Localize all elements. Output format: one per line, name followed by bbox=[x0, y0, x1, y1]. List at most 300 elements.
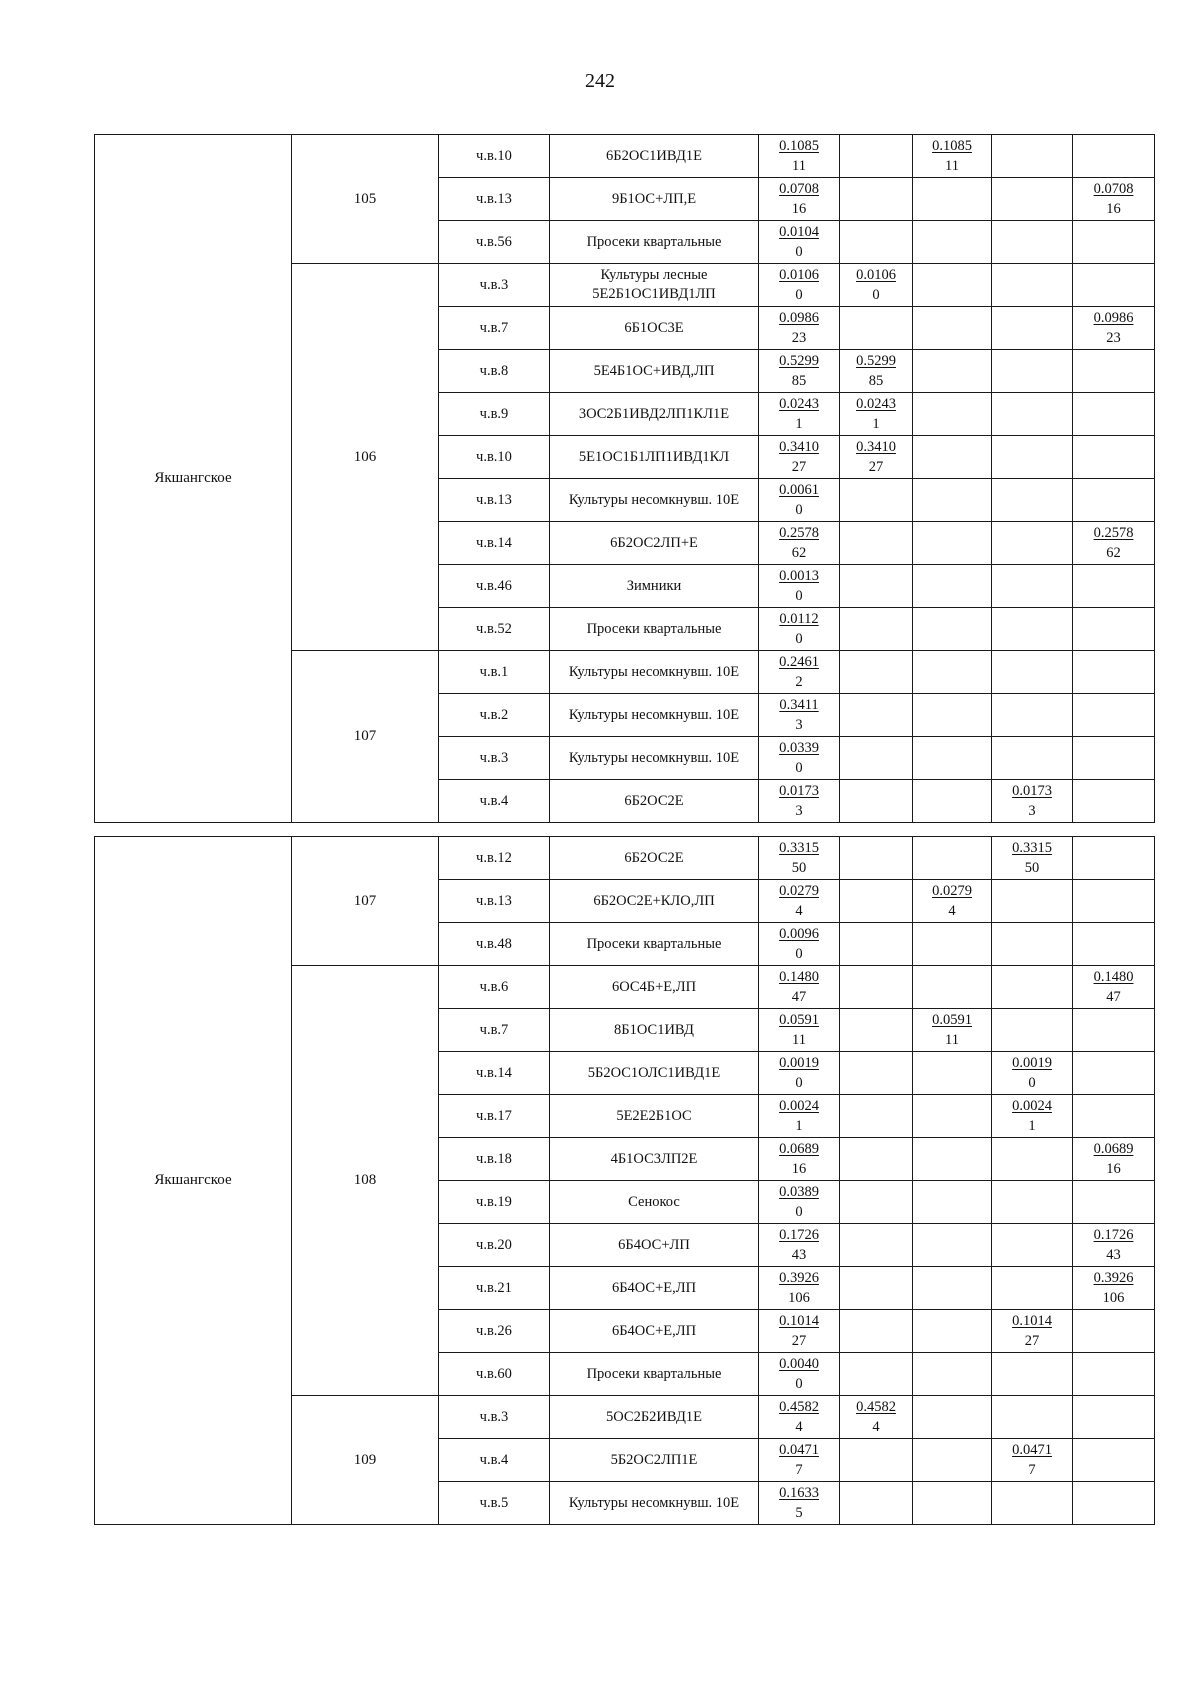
area-volume-value bbox=[1012, 1311, 1052, 1351]
area-volume-value bbox=[856, 351, 896, 391]
area-volume-value bbox=[779, 1397, 819, 1437]
category-cell-2 bbox=[913, 350, 992, 393]
total-cell bbox=[759, 1224, 840, 1267]
category-cell-4 bbox=[1073, 780, 1155, 823]
category-cell-3 bbox=[992, 780, 1073, 823]
area-volume-value bbox=[779, 1483, 819, 1523]
vydel-cell: ч.в.21 bbox=[439, 1267, 550, 1310]
area-value: 0.4582 bbox=[779, 1399, 819, 1415]
area-volume-value bbox=[856, 265, 896, 305]
category-cell-2 bbox=[913, 522, 992, 565]
volume-value: 0 bbox=[872, 287, 880, 303]
area-volume-value bbox=[779, 1268, 819, 1308]
total-cell bbox=[759, 565, 840, 608]
volume-value: 47 bbox=[791, 989, 807, 1005]
category-cell-2 bbox=[913, 1224, 992, 1267]
vydel-cell: ч.в.13 bbox=[439, 479, 550, 522]
composition-cell: 6Б2ОС2Е+КЛО,ЛП bbox=[550, 880, 759, 923]
category-cell-1 bbox=[840, 565, 913, 608]
area-volume-value bbox=[1094, 308, 1134, 348]
category-cell-4 bbox=[1073, 350, 1155, 393]
category-cell-4 bbox=[1073, 966, 1155, 1009]
category-cell-3 bbox=[992, 565, 1073, 608]
volume-value: 0 bbox=[795, 631, 803, 647]
area-volume-value bbox=[1012, 1440, 1052, 1480]
volume-value: 1 bbox=[795, 416, 803, 432]
vydel-cell: ч.в.46 bbox=[439, 565, 550, 608]
quarter-number-cell: 106 bbox=[292, 264, 439, 651]
area-volume-value bbox=[779, 1354, 819, 1394]
area-volume-value bbox=[779, 738, 819, 778]
category-cell-2 bbox=[913, 737, 992, 780]
total-cell bbox=[759, 1310, 840, 1353]
volume-value: 4 bbox=[795, 903, 803, 919]
category-cell-1 bbox=[840, 966, 913, 1009]
category-cell-3 bbox=[992, 837, 1073, 880]
category-cell-2 bbox=[913, 608, 992, 651]
total-cell bbox=[759, 1267, 840, 1310]
composition-cell: Культуры несомкнувш. 10Е bbox=[550, 694, 759, 737]
volume-value: 11 bbox=[792, 158, 806, 174]
composition-cell: Зимники bbox=[550, 565, 759, 608]
total-cell bbox=[759, 1439, 840, 1482]
area-value: 0.0243 bbox=[779, 396, 819, 412]
area-volume-value bbox=[1094, 967, 1134, 1007]
area-volume-value bbox=[779, 1053, 819, 1093]
area-value: 0.0471 bbox=[779, 1442, 819, 1458]
vydel-cell: ч.в.4 bbox=[439, 1439, 550, 1482]
category-cell-3 bbox=[992, 1396, 1073, 1439]
category-cell-4 bbox=[1073, 1009, 1155, 1052]
area-value: 0.0106 bbox=[779, 267, 819, 283]
category-cell-4 bbox=[1073, 1310, 1155, 1353]
category-cell-1 bbox=[840, 1009, 913, 1052]
area-value: 0.0013 bbox=[779, 568, 819, 584]
area-volume-value bbox=[1094, 1225, 1134, 1265]
area-value: 0.0061 bbox=[779, 482, 819, 498]
vydel-cell: ч.в.12 bbox=[439, 837, 550, 880]
area-value: 0.0173 bbox=[1012, 783, 1052, 799]
volume-value: 62 bbox=[791, 545, 807, 561]
volume-value: 4 bbox=[872, 1419, 880, 1435]
area-volume-value bbox=[779, 394, 819, 434]
composition-cell: 6Б1ОС3Е bbox=[550, 307, 759, 350]
category-cell-3 bbox=[992, 1138, 1073, 1181]
category-cell-1 bbox=[840, 1095, 913, 1138]
total-cell bbox=[759, 923, 840, 966]
category-cell-2 bbox=[913, 780, 992, 823]
category-cell-4 bbox=[1073, 1224, 1155, 1267]
category-cell-1 bbox=[840, 608, 913, 651]
category-cell-1 bbox=[840, 780, 913, 823]
total-cell bbox=[759, 966, 840, 1009]
composition-cell: Культуры лесные 5Е2Б1ОС1ИВД1ЛП bbox=[550, 264, 759, 307]
area-volume-value bbox=[779, 652, 819, 692]
category-cell-4 bbox=[1073, 307, 1155, 350]
total-cell bbox=[759, 651, 840, 694]
category-cell-3 bbox=[992, 1224, 1073, 1267]
vydel-cell: ч.в.14 bbox=[439, 522, 550, 565]
area-volume-value bbox=[1012, 838, 1052, 878]
category-cell-2 bbox=[913, 651, 992, 694]
category-cell-3 bbox=[992, 1310, 1073, 1353]
category-cell-4 bbox=[1073, 1482, 1155, 1525]
area-volume-value bbox=[779, 523, 819, 563]
area-value: 0.0591 bbox=[932, 1012, 972, 1028]
composition-cell: 5ОС2Б2ИВД1Е bbox=[550, 1396, 759, 1439]
area-value: 0.0986 bbox=[1093, 310, 1134, 326]
category-cell-4 bbox=[1073, 1396, 1155, 1439]
vydel-cell: ч.в.8 bbox=[439, 350, 550, 393]
vydel-cell: ч.в.1 bbox=[439, 651, 550, 694]
vydel-cell: ч.в.6 bbox=[439, 966, 550, 1009]
volume-value: 7 bbox=[1028, 1462, 1036, 1478]
area-volume-value bbox=[779, 1139, 819, 1179]
area-value: 0.0339 bbox=[779, 740, 819, 756]
volume-value: 27 bbox=[791, 459, 807, 475]
volume-value: 16 bbox=[791, 1161, 807, 1177]
category-cell-4 bbox=[1073, 608, 1155, 651]
category-cell-3 bbox=[992, 178, 1073, 221]
area-value: 0.4582 bbox=[856, 1399, 896, 1415]
category-cell-1 bbox=[840, 1439, 913, 1482]
area-value: 0.1480 bbox=[1093, 969, 1134, 985]
category-cell-2 bbox=[913, 966, 992, 1009]
category-cell-4 bbox=[1073, 1052, 1155, 1095]
category-cell-3 bbox=[992, 1181, 1073, 1224]
volume-value: 11 bbox=[945, 1032, 959, 1048]
volume-value: 7 bbox=[795, 1462, 803, 1478]
area-value: 0.5299 bbox=[779, 353, 819, 369]
total-cell bbox=[759, 880, 840, 923]
area-value: 0.0019 bbox=[1012, 1055, 1052, 1071]
category-cell-4 bbox=[1073, 264, 1155, 307]
category-cell-1 bbox=[840, 1482, 913, 1525]
volume-value: 2 bbox=[795, 674, 803, 690]
category-cell-3 bbox=[992, 1439, 1073, 1482]
category-cell-3 bbox=[992, 393, 1073, 436]
area-volume-value bbox=[779, 222, 819, 262]
volume-value: 0 bbox=[795, 1376, 803, 1392]
forestry-name-cell: Якшангское bbox=[95, 837, 292, 1525]
category-cell-2 bbox=[913, 1482, 992, 1525]
vydel-cell: ч.в.26 bbox=[439, 1310, 550, 1353]
quarter-number-cell: 109 bbox=[292, 1396, 439, 1525]
category-cell-4 bbox=[1073, 393, 1155, 436]
volume-value: 16 bbox=[1106, 201, 1121, 217]
volume-value: 1 bbox=[872, 416, 880, 432]
category-cell-1 bbox=[840, 737, 913, 780]
volume-value: 0 bbox=[795, 588, 803, 604]
area-value: 0.0104 bbox=[779, 224, 819, 240]
vydel-cell: ч.в.5 bbox=[439, 1482, 550, 1525]
area-volume-value bbox=[779, 351, 819, 391]
total-cell bbox=[759, 780, 840, 823]
area-volume-value bbox=[779, 437, 819, 477]
table-row bbox=[95, 135, 1155, 178]
vydel-cell: ч.в.4 bbox=[439, 780, 550, 823]
volume-value: 0 bbox=[795, 502, 803, 518]
category-cell-4 bbox=[1073, 565, 1155, 608]
volume-value: 4 bbox=[948, 903, 956, 919]
category-cell-2 bbox=[913, 1396, 992, 1439]
area-volume-value bbox=[779, 881, 819, 921]
vydel-cell: ч.в.3 bbox=[439, 737, 550, 780]
area-value: 0.0019 bbox=[779, 1055, 819, 1071]
category-cell-3 bbox=[992, 737, 1073, 780]
composition-cell: Культуры несомкнувш. 10Е bbox=[550, 737, 759, 780]
forest-table-lower bbox=[94, 836, 1155, 1525]
composition-cell: Культуры несомкнувш. 10Е bbox=[550, 479, 759, 522]
volume-value: 62 bbox=[1106, 545, 1121, 561]
composition-cell: 6Б2ОС2Е bbox=[550, 837, 759, 880]
area-volume-value bbox=[1094, 1268, 1134, 1308]
composition-cell: Просеки квартальные bbox=[550, 608, 759, 651]
area-volume-value bbox=[779, 1225, 819, 1265]
total-cell bbox=[759, 837, 840, 880]
category-cell-2 bbox=[913, 1310, 992, 1353]
total-cell bbox=[759, 221, 840, 264]
vydel-cell: ч.в.3 bbox=[439, 264, 550, 307]
area-value: 0.2461 bbox=[779, 654, 819, 670]
composition-cell: 9Б1ОС+ЛП,Е bbox=[550, 178, 759, 221]
category-cell-3 bbox=[992, 479, 1073, 522]
area-volume-value bbox=[856, 437, 896, 477]
vydel-cell: ч.в.10 bbox=[439, 436, 550, 479]
area-value: 0.0173 bbox=[779, 783, 819, 799]
category-cell-1 bbox=[840, 837, 913, 880]
volume-value: 47 bbox=[1106, 989, 1121, 1005]
volume-value: 11 bbox=[945, 158, 959, 174]
area-volume-value bbox=[779, 1096, 819, 1136]
category-cell-1 bbox=[840, 135, 913, 178]
volume-value: 5 bbox=[795, 1505, 803, 1521]
area-value: 0.0024 bbox=[779, 1098, 819, 1114]
category-cell-1 bbox=[840, 522, 913, 565]
composition-cell: Просеки квартальные bbox=[550, 1353, 759, 1396]
composition-cell: Просеки квартальные bbox=[550, 221, 759, 264]
area-value: 0.0024 bbox=[1012, 1098, 1052, 1114]
area-value: 0.1014 bbox=[1012, 1313, 1052, 1329]
category-cell-2 bbox=[913, 1052, 992, 1095]
vydel-cell: ч.в.10 bbox=[439, 135, 550, 178]
volume-value: 27 bbox=[868, 459, 884, 475]
volume-value: 11 bbox=[792, 1032, 806, 1048]
category-cell-4 bbox=[1073, 1267, 1155, 1310]
total-cell bbox=[759, 1052, 840, 1095]
total-cell bbox=[759, 350, 840, 393]
vydel-cell: ч.в.7 bbox=[439, 307, 550, 350]
area-volume-value bbox=[779, 695, 818, 735]
category-cell-4 bbox=[1073, 837, 1155, 880]
area-volume-value bbox=[779, 480, 819, 520]
vydel-cell: ч.в.9 bbox=[439, 393, 550, 436]
category-cell-4 bbox=[1073, 737, 1155, 780]
category-cell-1 bbox=[840, 1310, 913, 1353]
category-cell-2 bbox=[913, 436, 992, 479]
total-cell bbox=[759, 393, 840, 436]
vydel-cell: ч.в.13 bbox=[439, 880, 550, 923]
area-value: 0.0708 bbox=[779, 181, 819, 197]
category-cell-2 bbox=[913, 479, 992, 522]
area-value: 0.0279 bbox=[932, 883, 972, 899]
volume-value: 3 bbox=[795, 803, 803, 819]
volume-value: 23 bbox=[1106, 330, 1121, 346]
composition-cell: 5Е1ОС1Б1ЛП1ИВД1КЛ bbox=[550, 436, 759, 479]
category-cell-3 bbox=[992, 1353, 1073, 1396]
category-cell-2 bbox=[913, 565, 992, 608]
composition-cell: 6Б4ОС+ЛП bbox=[550, 1224, 759, 1267]
area-volume-value bbox=[1094, 1139, 1134, 1179]
category-cell-1 bbox=[840, 221, 913, 264]
area-value: 0.3410 bbox=[779, 439, 819, 455]
category-cell-2 bbox=[913, 1138, 992, 1181]
category-cell-1 bbox=[840, 307, 913, 350]
area-volume-value bbox=[779, 609, 818, 649]
category-cell-3 bbox=[992, 966, 1073, 1009]
category-cell-4 bbox=[1073, 522, 1155, 565]
total-cell bbox=[759, 264, 840, 307]
category-cell-2 bbox=[913, 264, 992, 307]
area-value: 0.0106 bbox=[856, 267, 896, 283]
volume-value: 27 bbox=[791, 1333, 807, 1349]
quarter-number-cell: 108 bbox=[292, 966, 439, 1396]
category-cell-2 bbox=[913, 694, 992, 737]
composition-cell: 6Б4ОС+Е,ЛП bbox=[550, 1267, 759, 1310]
category-cell-1 bbox=[840, 1353, 913, 1396]
volume-value: 0 bbox=[795, 1204, 803, 1220]
category-cell-2 bbox=[913, 1009, 992, 1052]
area-volume-value bbox=[1012, 781, 1052, 821]
area-volume-value bbox=[779, 1182, 819, 1222]
vydel-cell: ч.в.19 bbox=[439, 1181, 550, 1224]
composition-cell: 4Б1ОС3ЛП2Е bbox=[550, 1138, 759, 1181]
area-value: 0.1726 bbox=[1093, 1227, 1134, 1243]
category-cell-3 bbox=[992, 608, 1073, 651]
composition-cell: 6ОС4Б+Е,ЛП bbox=[550, 966, 759, 1009]
area-volume-value bbox=[932, 881, 972, 921]
area-value: 0.0112 bbox=[779, 611, 819, 627]
volume-value: 0 bbox=[795, 244, 803, 260]
vydel-cell: ч.в.20 bbox=[439, 1224, 550, 1267]
area-value: 0.1633 bbox=[779, 1485, 819, 1501]
vydel-cell: ч.в.48 bbox=[439, 923, 550, 966]
vydel-cell: ч.в.18 bbox=[439, 1138, 550, 1181]
total-cell bbox=[759, 608, 840, 651]
area-value: 0.0040 bbox=[779, 1356, 819, 1372]
area-value: 0.3410 bbox=[856, 439, 896, 455]
composition-cell: Сенокос bbox=[550, 1181, 759, 1224]
composition-cell: 3ОС2Б1ИВД2ЛП1КЛ1Е bbox=[550, 393, 759, 436]
category-cell-4 bbox=[1073, 1353, 1155, 1396]
category-cell-2 bbox=[913, 1439, 992, 1482]
total-cell bbox=[759, 694, 840, 737]
volume-value: 23 bbox=[791, 330, 807, 346]
area-value: 0.0471 bbox=[1012, 1442, 1052, 1458]
composition-cell: 6Б4ОС+Е,ЛП bbox=[550, 1310, 759, 1353]
area-value: 0.1480 bbox=[779, 969, 819, 985]
composition-cell: Культуры несомкнувш. 10Е bbox=[550, 1482, 759, 1525]
composition-cell: 5Б2ОС1ОЛС1ИВД1Е bbox=[550, 1052, 759, 1095]
category-cell-1 bbox=[840, 1267, 913, 1310]
area-volume-value bbox=[779, 924, 819, 964]
volume-value: 43 bbox=[791, 1247, 807, 1263]
area-value: 0.3315 bbox=[779, 840, 819, 856]
volume-value: 0 bbox=[795, 946, 803, 962]
category-cell-2 bbox=[913, 393, 992, 436]
area-value: 0.2578 bbox=[779, 525, 819, 541]
category-cell-2 bbox=[913, 1353, 992, 1396]
quarter-number-cell: 107 bbox=[292, 651, 439, 823]
category-cell-2 bbox=[913, 1095, 992, 1138]
area-volume-value bbox=[779, 308, 819, 348]
category-cell-1 bbox=[840, 1138, 913, 1181]
total-cell bbox=[759, 1396, 840, 1439]
area-value: 0.3411 bbox=[779, 697, 819, 713]
area-value: 0.0708 bbox=[1093, 181, 1134, 197]
vydel-cell: ч.в.7 bbox=[439, 1009, 550, 1052]
category-cell-1 bbox=[840, 1224, 913, 1267]
total-cell bbox=[759, 1181, 840, 1224]
area-volume-value bbox=[1012, 1096, 1052, 1136]
total-cell bbox=[759, 307, 840, 350]
volume-value: 0 bbox=[795, 760, 803, 776]
category-cell-1 bbox=[840, 1052, 913, 1095]
vydel-cell: ч.в.52 bbox=[439, 608, 550, 651]
category-cell-3 bbox=[992, 651, 1073, 694]
area-value: 0.5299 bbox=[856, 353, 896, 369]
category-cell-3 bbox=[992, 221, 1073, 264]
category-cell-2 bbox=[913, 221, 992, 264]
vydel-cell: ч.в.17 bbox=[439, 1095, 550, 1138]
volume-value: 50 bbox=[791, 860, 807, 876]
category-cell-2 bbox=[913, 1267, 992, 1310]
vydel-cell: ч.в.60 bbox=[439, 1353, 550, 1396]
volume-value: 0 bbox=[795, 1075, 803, 1091]
total-cell bbox=[759, 135, 840, 178]
total-cell bbox=[759, 178, 840, 221]
area-volume-value bbox=[779, 967, 819, 1007]
composition-cell: 5Е2Е2Б1ОС bbox=[550, 1095, 759, 1138]
vydel-cell: ч.в.2 bbox=[439, 694, 550, 737]
composition-cell: Просеки квартальные bbox=[550, 923, 759, 966]
area-value: 0.1726 bbox=[779, 1227, 819, 1243]
area-volume-value bbox=[1012, 1053, 1052, 1093]
volume-value: 1 bbox=[795, 1118, 803, 1134]
total-cell bbox=[759, 1482, 840, 1525]
category-cell-2 bbox=[913, 1181, 992, 1224]
area-volume-value bbox=[856, 1397, 896, 1437]
quarter-number-cell: 105 bbox=[292, 135, 439, 264]
category-cell-4 bbox=[1073, 1439, 1155, 1482]
total-cell bbox=[759, 522, 840, 565]
area-volume-value bbox=[779, 838, 819, 878]
area-value: 0.0279 bbox=[779, 883, 819, 899]
category-cell-1 bbox=[840, 1396, 913, 1439]
category-cell-1 bbox=[840, 923, 913, 966]
area-volume-value bbox=[779, 179, 819, 219]
category-cell-3 bbox=[992, 1009, 1073, 1052]
forestry-name-cell: Якшангское bbox=[95, 135, 292, 823]
area-volume-value bbox=[1094, 179, 1134, 219]
category-cell-1 bbox=[840, 1181, 913, 1224]
category-cell-3 bbox=[992, 694, 1073, 737]
category-cell-3 bbox=[992, 1052, 1073, 1095]
volume-value: 1 bbox=[1028, 1118, 1036, 1134]
area-value: 0.0243 bbox=[856, 396, 896, 412]
category-cell-4 bbox=[1073, 880, 1155, 923]
area-value: 0.0986 bbox=[779, 310, 819, 326]
